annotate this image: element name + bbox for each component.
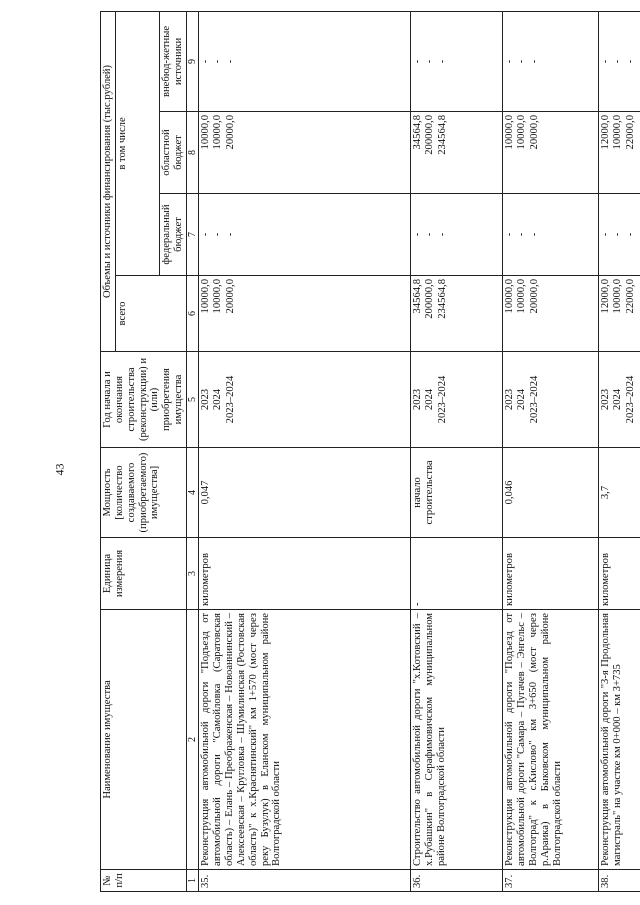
federal-budget bbox=[411, 194, 503, 276]
financing-table bbox=[100, 11, 640, 892]
row-number: 38. bbox=[599, 870, 640, 892]
capacity: 3,7 bbox=[599, 448, 640, 538]
years-value: 2023 bbox=[600, 388, 612, 411]
total-funding-value: 10000,0 bbox=[516, 279, 528, 314]
table-row bbox=[599, 11, 640, 891]
total-funding bbox=[599, 276, 640, 352]
unit-of-measure: километров bbox=[599, 538, 640, 610]
nonbudget-sources-value: - bbox=[600, 59, 612, 64]
property-name: Реконструкция автомобильной дороги "Подъезд от автомобильной дороги "Самойловка (Саратовская область) – Елань – Преображенская – Новоаннинский – Алексеевская – Кругловка – Шумилинская (Ростовская область)" к х.Краснятинский" км 1+570 (мост через реку Бузулук) в Еланском муниципальном районе Волгоградской области bbox=[199, 610, 411, 870]
federal-budget bbox=[599, 194, 640, 276]
nonbudget-sources bbox=[411, 11, 503, 111]
total-funding-value: 20000,0 bbox=[528, 279, 540, 314]
years bbox=[199, 352, 411, 448]
years-value: 2024 bbox=[212, 388, 224, 411]
unit-of-measure: - bbox=[411, 538, 503, 610]
federal-budget-value: - bbox=[424, 232, 436, 237]
index-cell: 8 bbox=[187, 112, 199, 194]
index-cell: 1 bbox=[187, 870, 199, 892]
total-funding-value: 234564,8 bbox=[436, 279, 448, 319]
total-funding-value: 10000,0 bbox=[504, 279, 516, 314]
total-funding-value: 34564,8 bbox=[412, 279, 424, 314]
regional-budget-value: 22000,0 bbox=[624, 115, 636, 150]
years-value: 2024 bbox=[424, 388, 436, 411]
regional-budget bbox=[503, 112, 599, 194]
header-years: Год начала и окончания строительства (реконструкции) и (или) приобретения имущества bbox=[101, 352, 187, 448]
regional-budget-value: 200000,0 bbox=[424, 115, 436, 155]
regional-budget-value: 34564,8 bbox=[412, 115, 424, 150]
years-value: 2023 bbox=[412, 388, 424, 411]
regional-budget-value: 12000,0 bbox=[600, 115, 612, 150]
federal-budget-value: - bbox=[504, 232, 516, 237]
federal-budget-value: - bbox=[600, 232, 612, 237]
property-name: Реконструкция автомобильной дороги "Подъезд от автомобильной дороги "Самара – Пугачев – Энгельс – Волгоград" к с.Кислово" км 3+650 (мост через р.Араика) в Быковском муниципальном районе Волгоградской области bbox=[503, 610, 599, 870]
header-nonbudget: внебюд-жетные источники bbox=[160, 11, 187, 111]
nonbudget-sources-value: - bbox=[424, 59, 436, 64]
regional-budget bbox=[411, 112, 503, 194]
regional-budget-value: 10000,0 bbox=[200, 115, 212, 150]
federal-budget-value: - bbox=[624, 232, 636, 237]
header-capacity: Мощность [количество создаваемого (приобретаемого) имущества] bbox=[101, 448, 187, 538]
years-value: 2023–2024 bbox=[624, 375, 636, 424]
years-value: 2024 bbox=[612, 388, 624, 411]
header-incl: в том числе bbox=[115, 11, 159, 275]
federal-budget bbox=[503, 194, 599, 276]
federal-budget-value: - bbox=[612, 232, 624, 237]
federal-budget-value: - bbox=[528, 232, 540, 237]
table-row bbox=[411, 11, 503, 891]
row-number: 35. bbox=[199, 870, 411, 892]
years-value: 2023–2024 bbox=[224, 375, 236, 424]
row-number: 36. bbox=[411, 870, 503, 892]
nonbudget-sources bbox=[503, 11, 599, 111]
property-name: Реконструкция автомобильной дороги "3-я Продольная магистраль" на участке км 0+000 – км 3+735 bbox=[599, 610, 640, 870]
federal-budget-value: - bbox=[212, 232, 224, 237]
years-value: 2023–2024 bbox=[528, 375, 540, 424]
federal-budget-value: - bbox=[224, 232, 236, 237]
regional-budget-value: 20000,0 bbox=[528, 115, 540, 150]
table-row bbox=[199, 11, 411, 891]
federal-budget bbox=[199, 194, 411, 276]
nonbudget-sources-value: - bbox=[436, 59, 448, 64]
page-number: 43 bbox=[52, 463, 67, 476]
total-funding bbox=[199, 276, 411, 352]
header-unit: Единица измерения bbox=[101, 538, 187, 610]
nonbudget-sources-value: - bbox=[612, 59, 624, 64]
rotated-table-frame bbox=[100, 12, 636, 892]
nonbudget-sources-value: - bbox=[516, 59, 528, 64]
nonbudget-sources-value: - bbox=[528, 59, 540, 64]
federal-budget-value: - bbox=[200, 232, 212, 237]
total-funding bbox=[411, 276, 503, 352]
capacity: 0,046 bbox=[503, 448, 599, 538]
federal-budget-value: - bbox=[516, 232, 528, 237]
nonbudget-sources-value: - bbox=[624, 59, 636, 64]
nonbudget-sources bbox=[199, 11, 411, 111]
regional-budget-value: 10000,0 bbox=[212, 115, 224, 150]
regional-budget-value: 10000,0 bbox=[516, 115, 528, 150]
nonbudget-sources-value: - bbox=[200, 59, 212, 64]
nonbudget-sources-value: - bbox=[504, 59, 516, 64]
index-cell: 3 bbox=[187, 538, 199, 610]
regional-budget bbox=[599, 112, 640, 194]
total-funding-value: 12000,0 bbox=[600, 279, 612, 314]
total-funding-value: 10000,0 bbox=[212, 279, 224, 314]
years-value: 2024 bbox=[516, 388, 528, 411]
header-regional: областной бюджет bbox=[160, 112, 187, 194]
index-cell: 4 bbox=[187, 448, 199, 538]
years-value: 2023 bbox=[504, 388, 516, 411]
total-funding-value: 22000,0 bbox=[624, 279, 636, 314]
nonbudget-sources-value: - bbox=[412, 59, 424, 64]
years-value: 2023 bbox=[200, 388, 212, 411]
regional-budget-value: 10000,0 bbox=[612, 115, 624, 150]
capacity: 0,047 bbox=[199, 448, 411, 538]
years-value: 2023–2024 bbox=[436, 375, 448, 424]
total-funding bbox=[503, 276, 599, 352]
total-funding-value: 10000,0 bbox=[200, 279, 212, 314]
nonbudget-sources-value: - bbox=[224, 59, 236, 64]
nonbudget-sources bbox=[599, 11, 640, 111]
index-cell: 6 bbox=[187, 276, 199, 352]
years bbox=[599, 352, 640, 448]
total-funding-value: 10000,0 bbox=[612, 279, 624, 314]
header-no: № п/п bbox=[101, 870, 187, 892]
regional-budget bbox=[199, 112, 411, 194]
table-row bbox=[503, 11, 599, 891]
row-number: 37. bbox=[503, 870, 599, 892]
total-funding-value: 20000,0 bbox=[224, 279, 236, 314]
header-name: Наименование имущества bbox=[101, 610, 187, 870]
years bbox=[503, 352, 599, 448]
header-total: всего bbox=[115, 276, 186, 352]
property-name: Строительство автомобильной дороги "х.Котовский – х.Рубашкин" в Серафимовичском муниципальном районе Волгоградской области bbox=[411, 610, 503, 870]
total-funding-value: 200000,0 bbox=[424, 279, 436, 319]
federal-budget-value: - bbox=[412, 232, 424, 237]
header-federal: федеральный бюджет bbox=[160, 194, 187, 276]
index-cell: 2 bbox=[187, 610, 199, 870]
index-cell: 5 bbox=[187, 352, 199, 448]
unit-of-measure: километров bbox=[503, 538, 599, 610]
header-funding: Объемы и источники финансирования (тыс.рублей) bbox=[101, 11, 116, 351]
nonbudget-sources-value: - bbox=[212, 59, 224, 64]
column-index-row bbox=[187, 11, 199, 891]
index-cell: 7 bbox=[187, 194, 199, 276]
capacity: начало строительства bbox=[411, 448, 503, 538]
regional-budget-value: 234564,8 bbox=[436, 115, 448, 155]
regional-budget-value: 20000,0 bbox=[224, 115, 236, 150]
years bbox=[411, 352, 503, 448]
index-cell: 9 bbox=[187, 11, 199, 111]
federal-budget-value: - bbox=[436, 232, 448, 237]
regional-budget-value: 10000,0 bbox=[504, 115, 516, 150]
unit-of-measure: километров bbox=[199, 538, 411, 610]
